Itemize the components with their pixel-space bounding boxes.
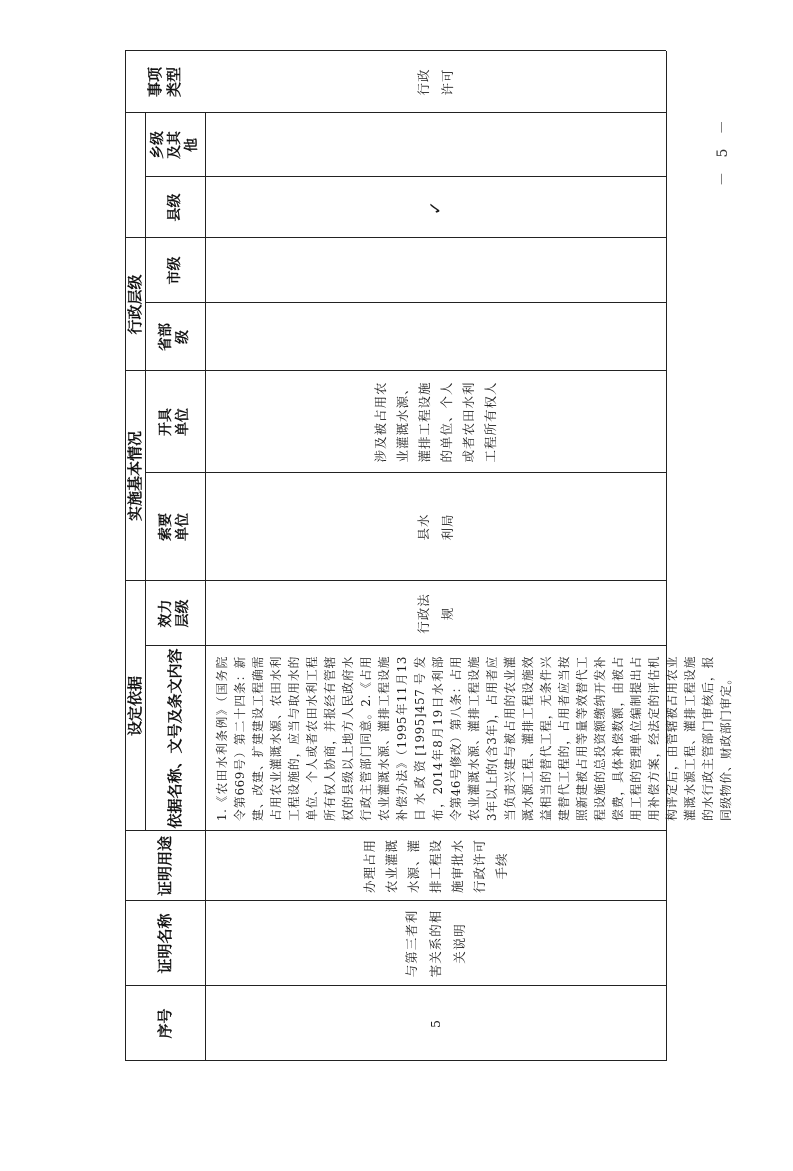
row-certificate-name: 与第三者利害关系的相关说明 — [403, 909, 467, 978]
header-basis-group: 设定依据 — [125, 676, 144, 737]
page-number: － 5 － — [715, 115, 731, 186]
row-item-type: 行政许可 — [415, 68, 455, 96]
row-issue-unit: 涉及被占用农业灌溉水源、灌排工程设施的单位、个人或者农田水利工程所有权人 — [372, 381, 498, 463]
header-provincial: 省部级 — [158, 323, 191, 351]
header-township: 乡级及其他 — [149, 131, 200, 159]
row-county-checkmark: ✓ — [425, 199, 446, 216]
row-basis-content: 1.《农田水利条例》（国务院令第669号）第二十四条：新建、改建、扩建建设工程确需占用农业灌溉水源、农田水利工程设施的，应当与取用水的单位、个人或者农田水利工程所有权人协商，并报经有管辖权的县级以上地方人民政府水行政主管部门同意。2.《占用农业灌溉水源、灌排工程设施补偿办法》（1995年11月13日水政资[1995]457号发布，2014年8月19日水利部令第46号修改）第八条：占用农业灌溉水源、灌排工程设施3年以上的(含3年)，占用者应当负责兴建与被占用的农业灌溉水源工程、灌排工程设施效益相当的替代工程，无条件兴建替代工程的，占用者应当按照新建被占用等量等效替代工程设施的总投资额缴纳开发补偿费，具体补偿数额，由被占用工程的管理单位编制提出占用补偿方案，经法定的评估机构评定后，由管辖被占用农业灌溉水源工程、灌排工程设施的水行政主管部门审核后，报同级物价、财政部门审定。 — [215, 656, 733, 821]
header-admin-level-group: 行政层级 — [125, 274, 144, 335]
header-issue-unit: 开具单位 — [158, 408, 191, 436]
header-effect-level: 效力层级 — [158, 599, 191, 628]
row-demand-unit: 县水利局 — [415, 513, 455, 541]
header-seq: 序号 — [155, 1008, 174, 1039]
header-county: 县级 — [166, 193, 183, 222]
header-certificate-use: 证明用途 — [155, 836, 174, 897]
header-certificate-name: 证明名称 — [155, 913, 174, 974]
row-seq: 5 — [427, 1019, 443, 1028]
header-city: 市级 — [166, 256, 183, 285]
header-implementation-group: 实施基本情况 — [125, 431, 144, 522]
header-item-type: 事项类型 — [146, 67, 183, 98]
row-certificate-use: 办理占用农业灌溉水源、灌排工程设施审批水行政许可手续 — [361, 839, 509, 894]
header-basis-name: 依据名称、文号及条文内容 — [165, 648, 184, 829]
row-effect-level: 行政法规 — [415, 593, 455, 634]
header-demand-unit: 索要单位 — [158, 513, 191, 541]
item-type-frame — [0, 50, 793, 1171]
